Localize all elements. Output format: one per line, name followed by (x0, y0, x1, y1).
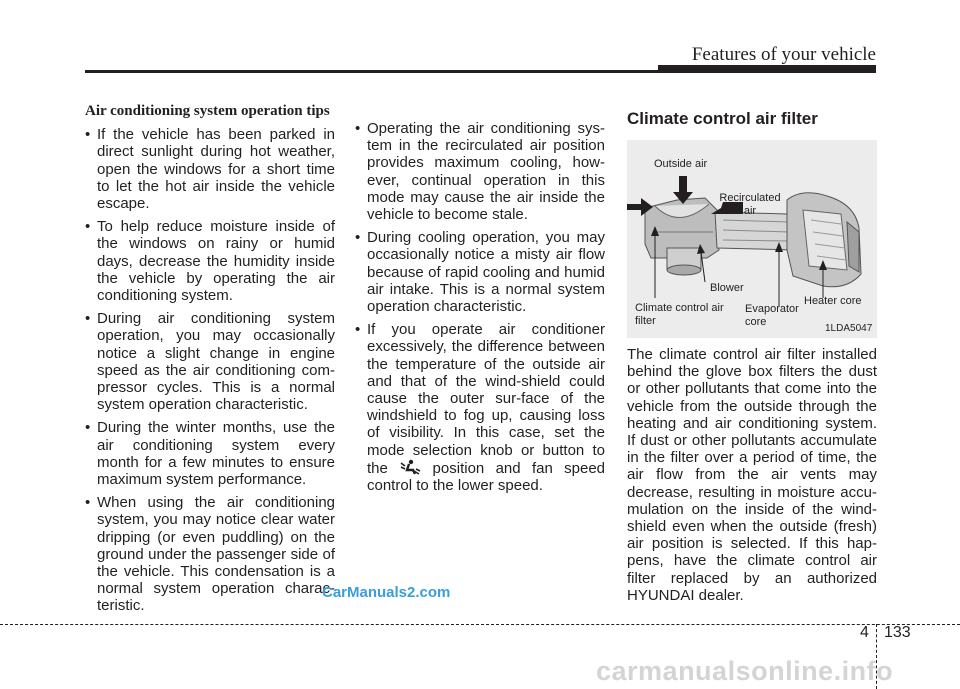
tips-list-continued (355, 120, 605, 494)
floor-defrost-mode-icon (399, 459, 421, 475)
tips-column-1 (85, 103, 335, 621)
watermark-text: carmanualsonline.info (596, 656, 894, 686)
page-separator (876, 624, 877, 689)
chapter-number: 4 (860, 624, 869, 641)
tip-text-before-icon: If you operate air conditioner excessively, the difference between the temperature of the outside air and that of the wind-shield could cause the outer sur-face of the windshield to fog up, causing loss of visibility. In this case, set the mode selection knob or button to the (367, 321, 605, 477)
label-climate-control-air-filter: Climate control air filter (635, 302, 724, 327)
label-evaporator-core: Evaporator core (745, 303, 799, 328)
label-recirculated-air: Recirculated air (719, 192, 781, 217)
tip-item: • When using the air conditioning system, you may notice clear water dripping (or even puddling) on the ground under the passenger side of the vehicle. This condensation is a normal system operation charac-teristic. (85, 494, 335, 614)
label-heater-core: Heater core (804, 295, 862, 307)
tips-list (85, 126, 335, 614)
tip-item-defog (355, 321, 605, 494)
header-title: Features of your vehicle (691, 44, 876, 65)
tip-item: • If the vehicle has been parked in direct sunlight during hot weather, open the windows for a short time to let the hot air inside the vehicle escape. (85, 126, 335, 212)
figure-code: 1LDA5047 (825, 323, 873, 334)
filter-section (627, 110, 877, 127)
tips-column-2 (355, 120, 605, 500)
header-rule (85, 70, 660, 73)
tip-text-after-icon: position and fan speed control to the lower speed. (367, 459, 606, 495)
tips-heading: Air conditioning system operation tips (85, 103, 330, 119)
tip-item: • During air conditioning system operation, you may occasionally notice a slight change in engine speed as the air conditioning com-pressor cycles. This is a normal system operation characteristic. (85, 310, 335, 413)
section-heading: Climate control air filter (627, 109, 818, 128)
tip-item: • During the winter months, use the air conditioning system every month for a few minutes to ensure maximum system performance. (85, 419, 335, 488)
tip-item: • Operating the air conditioning sys-tem in the recirculated air position provides maximum cooling, how-ever, continual operation in this mode may cause the air inside the vehicle to become stale. (355, 120, 605, 223)
filter-description: The climate control air filter installed behind the glove box filters the dust or other pollutants that come into the vehicle from the outside through the heating and air conditioning system. If dust or other pollutants accumulate in the filter over a period of time, the air flow from the air vents may decrease, resulting in moisture accu-mulation on the inside of the wind-shield even when the outside (fresh) air position is selected. If this hap-pens, have the climate control air filter replaced by an authorized HYUNDAI dealer. (627, 346, 877, 604)
tip-item: • To help reduce moisture inside of the windows on rainy or humid days, decrease the humidity inside the vehicle by operating the air conditioning system. (85, 218, 335, 304)
watermark-link[interactable]: CarManuals2.com (322, 584, 451, 601)
label-blower: Blower (710, 282, 744, 294)
hvac-diagram (627, 140, 877, 338)
page-number: 133 (884, 624, 911, 641)
tip-item: • During cooling operation, you may occasionally notice a misty air flow because of rapid cooling and humid air intake. This is a normal system operation characteristic. (355, 229, 605, 315)
label-outside-air: Outside air (654, 158, 708, 170)
footer-rule (0, 624, 960, 625)
header-rule-accent (658, 65, 876, 73)
